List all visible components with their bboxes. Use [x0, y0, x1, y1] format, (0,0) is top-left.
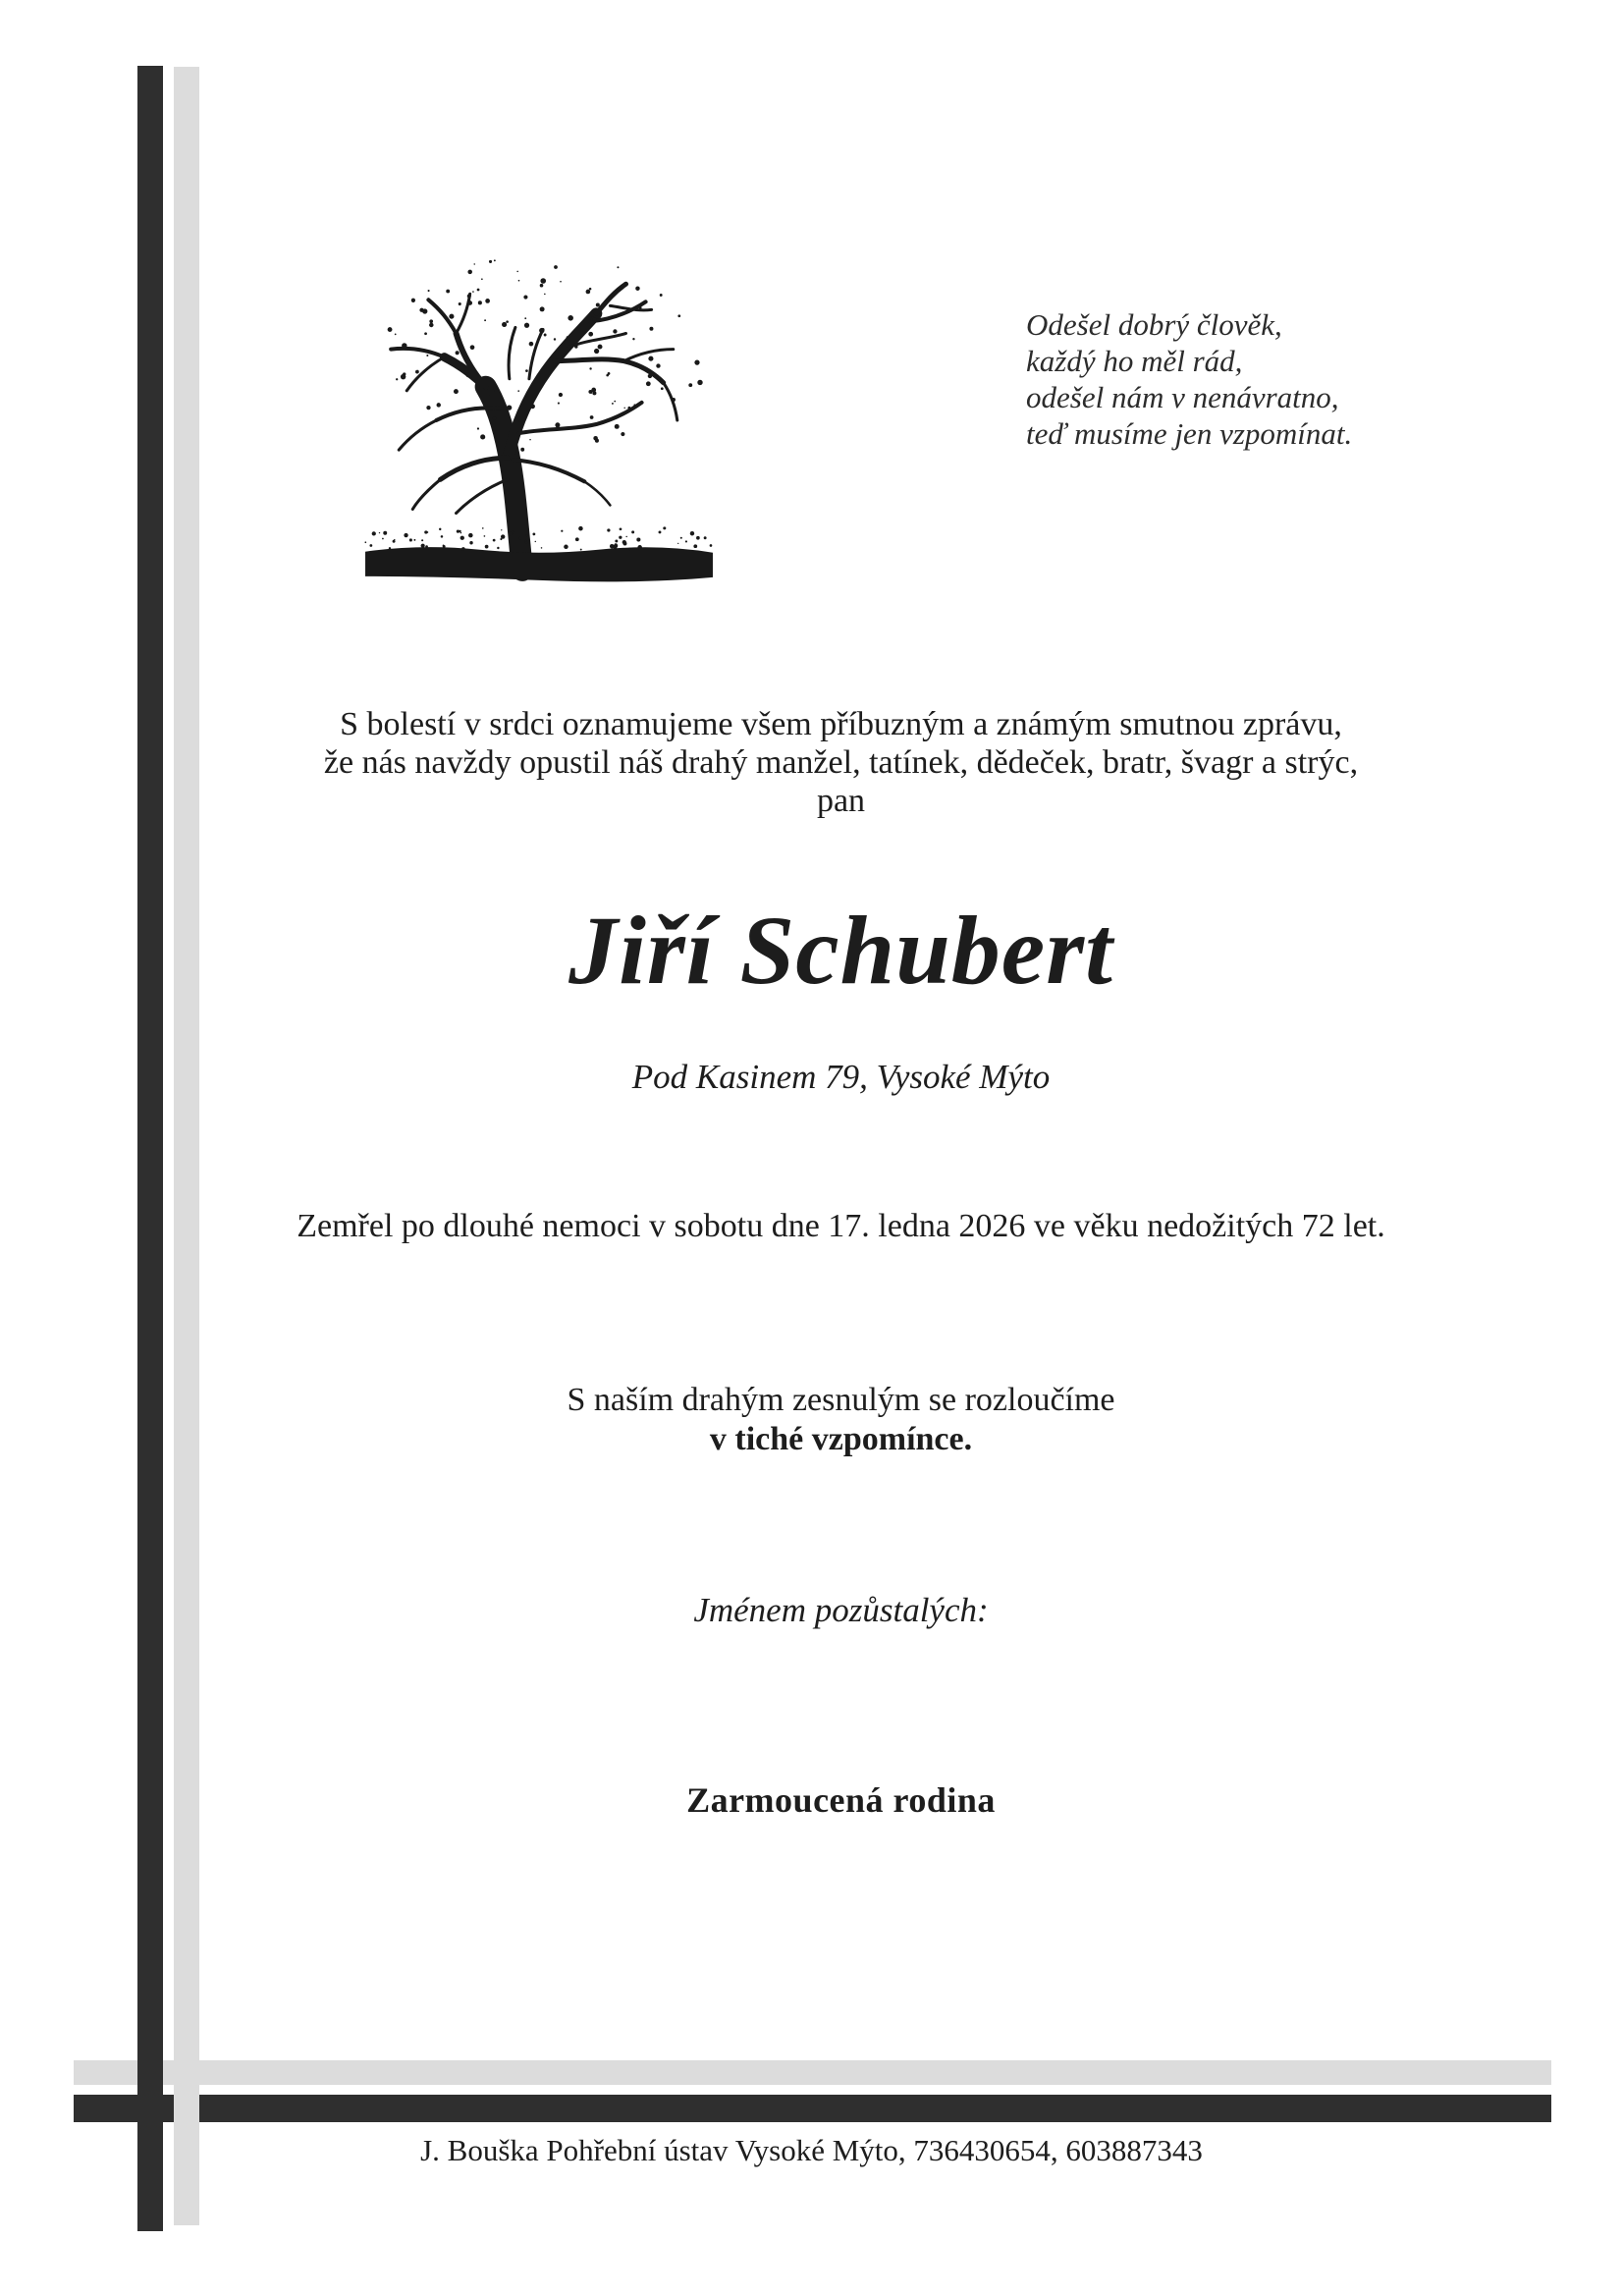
announcement-line: S bolestí v srdci oznamujeme všem příbuzným a známým smutnou zprávu, [340, 706, 1342, 742]
deceased-address: Pod Kasinem 79, Vysoké Mýto [631, 1058, 1051, 1096]
left-vertical-light-stripe [174, 67, 199, 2225]
bare-tree-icon [361, 250, 717, 596]
farewell-emphasis: v tiché vzpomínce. [709, 1421, 973, 1457]
death-details: Zemřel po dlouhé nemoci v sobotu dne 17. ledna 2026 ve věku nedožitých 72 let. [297, 1208, 1385, 1244]
signature-family: Zarmoucená rodina [686, 1780, 996, 1820]
announcement-text [59, 705, 1623, 820]
memorial-verse [1026, 306, 1352, 452]
bottom-horizontal-dark-stripe [74, 2095, 1551, 2122]
deceased-name: Jiří Schubert [568, 896, 1113, 1005]
announcement-line: že nás navždy opustil náš drahý manžel, tatínek, dědeček, bratr, švagr a strýc, [323, 744, 1359, 781]
verse-line: odešel nám v nenávratno, [1026, 380, 1339, 414]
verse-line: Odešel dobrý člověk, [1026, 307, 1282, 342]
verse-line: teď musíme jen vzpomínat. [1026, 416, 1353, 451]
farewell-line: S naším drahým zesnulým se rozloučíme [567, 1382, 1115, 1418]
bottom-horizontal-light-stripe [74, 2060, 1551, 2085]
farewell-text [59, 1381, 1623, 1459]
verse-line: každý ho měl rád, [1026, 344, 1243, 378]
funeral-home-footer: J. Bouška Pohřební ústav Vysoké Mýto, 736430654, 603887343 [420, 2133, 1203, 2167]
announcement-line: pan [816, 783, 866, 819]
on-behalf-label: Jménem pozůstalých: [693, 1591, 989, 1629]
left-vertical-dark-stripe [137, 66, 163, 2231]
